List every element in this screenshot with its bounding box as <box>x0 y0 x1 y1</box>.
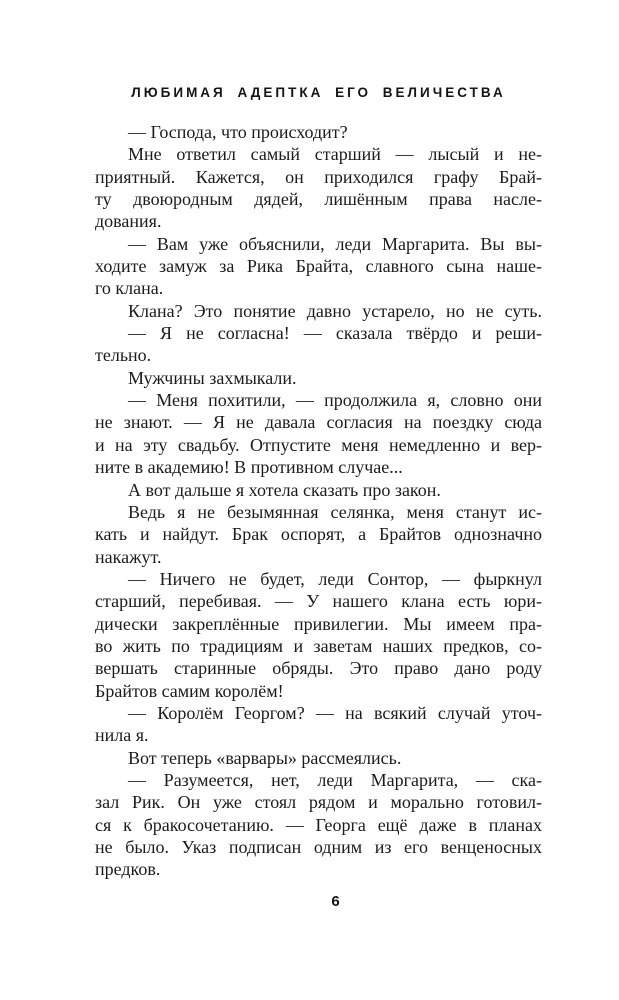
text-line: го клана. <box>95 278 164 299</box>
text-line: зал Рик. Он уже стоял рядом и морально готовил- <box>95 792 542 813</box>
text-line: — Господа, что происходит? <box>128 122 348 142</box>
text-line: Ведь я не безымянная селянка, меня станут ис- <box>128 501 542 522</box>
text-line: не было. Указ подписан одним из его венценосных <box>95 837 542 857</box>
text-line: и на эту свадьбу. Отпустите меня немедленно и вер- <box>95 434 542 455</box>
text-line: старший, перебивая. — У нашего клана есть юри- <box>95 591 542 612</box>
text-line: Брайтов самим королём! <box>95 680 284 701</box>
running-header: ЛЮБИМАЯ АДЕПТКА ЕГО ВЕЛИЧЕСТВА <box>131 85 506 100</box>
text-line: Мне ответил самый старший — лысый и не- <box>128 144 542 165</box>
text-line: Клана? Это понятие давно устарело, но не суть. <box>128 300 542 321</box>
text-line: А вот дальше я хотела сказать про закон. <box>128 479 441 500</box>
text-line: — Вам уже объяснили, леди Маргарита. Вы вы- <box>128 233 542 254</box>
text-line: Мужчины захмыкали. <box>128 367 297 388</box>
text-line: нила я. <box>95 725 149 746</box>
text-line: дически закреплённые привилегии. Мы имеем пра- <box>95 613 542 634</box>
folio <box>95 893 542 911</box>
text-line: ходите замуж за Рика Брайта, славного сына наше- <box>95 256 542 277</box>
text-line: — Я не согласна! — сказала твёрдо и реши- <box>128 323 542 344</box>
text-line: ся к бракосочетанию. — Георга ещё даже в планах <box>95 814 542 835</box>
text-line: тельно. <box>95 345 152 366</box>
text-line: во жить по традициям и заветам наших предков, со- <box>95 635 542 656</box>
page-number: 6 <box>331 893 340 910</box>
text-line: накажут. <box>95 546 162 567</box>
text-block <box>95 121 542 881</box>
text-line: — Королём Георгом? — на всякий случай уточ- <box>128 702 542 723</box>
text-line: предков. <box>95 859 161 880</box>
text-line: дования. <box>95 211 162 232</box>
text-line: вершать старинные обряды. Это право дано роду <box>95 658 542 679</box>
text-line: ните в академию! В противном случае... <box>95 457 403 478</box>
text-line: — Ничего не будет, леди Сонтор, — фыркнул <box>128 568 542 589</box>
text-line: — Меня похитили, — продолжила я, словно они <box>128 390 542 411</box>
text-line: ту двоюродным дядей, лишённым права насле- <box>95 189 542 210</box>
text-line: Вот теперь «варвары» рассмеялись. <box>128 747 402 768</box>
text-line: не знают. — Я не давала согласия на поездку сюда <box>95 412 542 433</box>
text-line: кать и найдут. Брак оспорят, а Брайтов однозначно <box>95 524 542 545</box>
text-line: — Разумеется, нет, леди Маргарита, — ска- <box>128 769 542 790</box>
text-line: приятный. Кажется, он приходился графу Брай- <box>95 166 542 187</box>
